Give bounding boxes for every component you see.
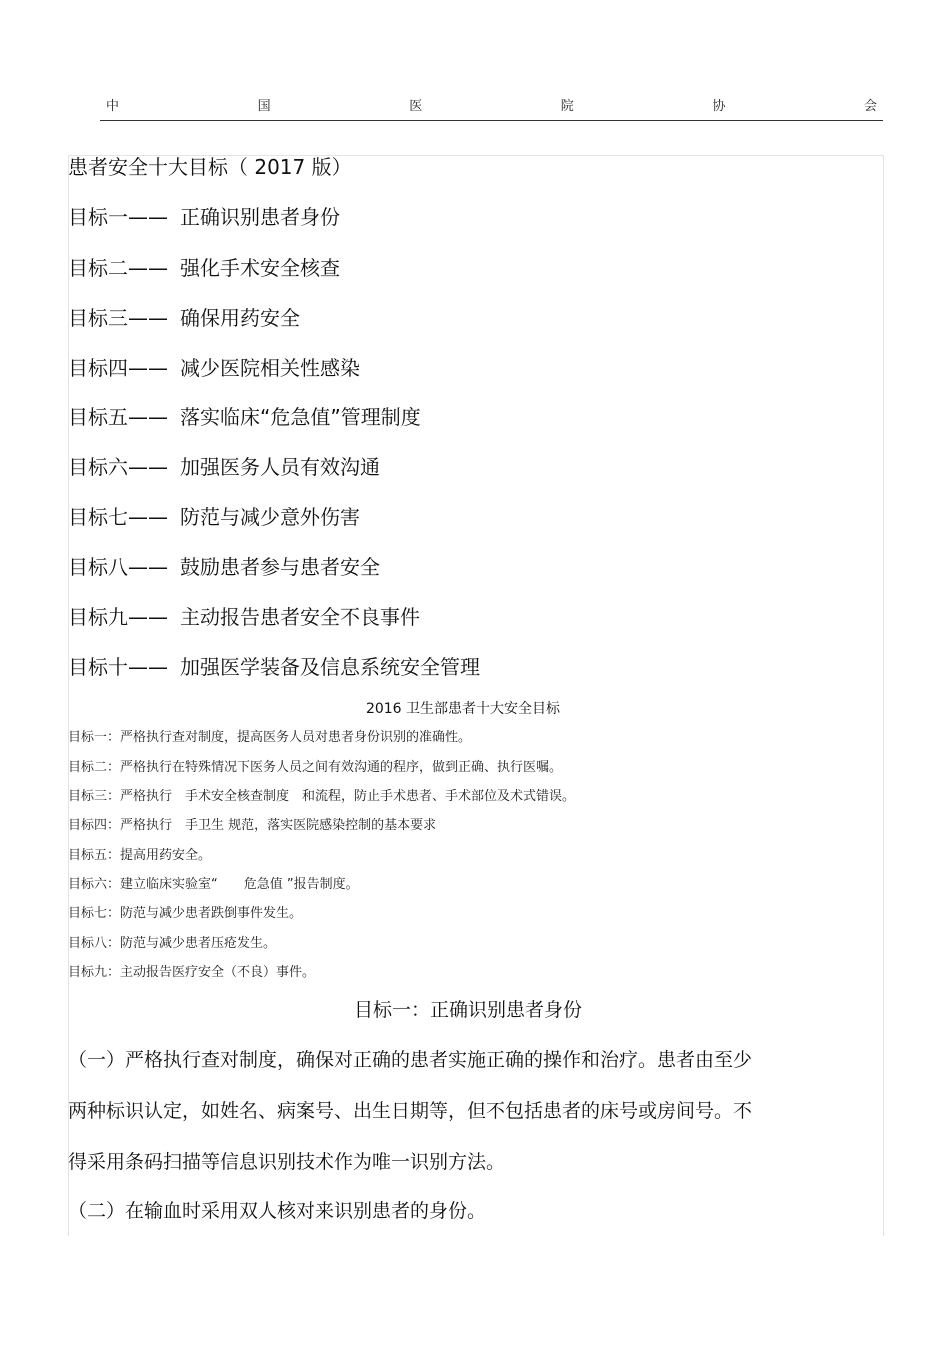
header-char: 医 (409, 99, 423, 114)
main-title: 患者安全十大目标（ 2017 版） (68, 155, 352, 179)
subtitle-2016: 2016 卫生部患者十大安全目标 (365, 701, 561, 717)
section-title: 目标一：正确识别患者身份 (353, 999, 582, 1021)
header-char: 中 (106, 99, 120, 114)
goal-2017-item: 目标七—— 防范与减少意外伤害 (68, 505, 360, 529)
goal-2017-item: 目标九—— 主动报告患者安全不良事件 (68, 605, 420, 629)
section-paragraph-line: （一）严格执行查对制度，确保对正确的患者实施正确的操作和治疗。患者由至少 (68, 1049, 753, 1071)
goal-2017-item: 目标六—— 加强医务人员有效沟通 (68, 455, 380, 479)
section-paragraph-line: （二）在输血时采用双人核对来识别患者的身份。 (68, 1200, 487, 1222)
section-paragraph-line: 两种标识认定，如姓名、病案号、出生日期等，但不包括患者的床号或房间号。不 (68, 1100, 753, 1122)
header-char: 国 (257, 99, 271, 114)
goal-2017-item: 目标十—— 加强医学装备及信息系统安全管理 (68, 655, 480, 679)
goal-2017-item: 目标二—— 强化手术安全核查 (68, 256, 340, 280)
goal-2016-item: 目标九：主动报告医疗安全（不良）事件。 (68, 965, 316, 980)
section-paragraph-line: 得采用条码扫描等信息识别技术作为唯一识别方法。 (68, 1151, 506, 1173)
goal-2016-item: 目标五：提高用药安全。 (68, 848, 212, 863)
goal-2016-item: 目标七：防范与减少患者跌倒事件发生。 (68, 906, 303, 921)
goal-2017-item: 目标五—— 落实临床“危急值”管理制度 (68, 405, 421, 429)
goal-2017-item: 目标四—— 减少医院相关性感染 (68, 356, 360, 380)
page-header (100, 98, 883, 121)
goal-2016-item: 目标六：建立临床实验室“ 危急值 ”报告制度。 (68, 877, 359, 892)
goal-2016-item: 目标一：严格执行查对制度，提高医务人员对患者身份识别的准确性。 (68, 730, 472, 745)
header-char: 会 (863, 99, 877, 114)
header-char: 院 (560, 99, 574, 114)
goal-2016-item: 目标二：严格执行在特殊情况下医务人员之间有效沟通的程序，做到正确、执行医嘱。 (68, 760, 563, 775)
goal-2017-item: 目标一—— 正确识别患者身份 (68, 205, 340, 229)
goal-2017-item: 目标三—— 确保用药安全 (68, 306, 300, 330)
goal-2016-item: 目标八：防范与减少患者压疮发生。 (68, 936, 277, 951)
goal-2017-item: 目标八—— 鼓励患者参与患者安全 (68, 555, 380, 579)
goal-2016-item: 目标四：严格执行 手卫生 规范，落实医院感染控制的基本要求 (68, 818, 437, 833)
header-char: 协 (712, 99, 726, 114)
goal-2016-item: 目标三：严格执行 手术安全核查制度 和流程，防止手术患者、手术部位及术式错误。 (68, 789, 576, 804)
